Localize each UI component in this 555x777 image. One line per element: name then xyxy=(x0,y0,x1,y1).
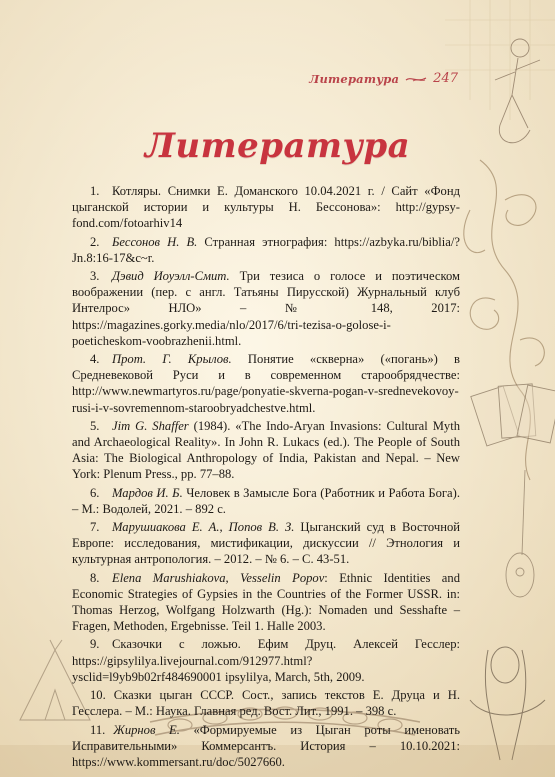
reference-text: Три тезиса о голосе и поэтическом воображении (пер. с англ. Татьяны Пирусской) Журнальный клуб Интелрос» НЛО» – № 148, 2017: https://magazines.gorky.media/nlo/2017/6/tri-tezisa-o-golose-i-poeticheskom-voobrazhenii.html. xyxy=(72,269,460,348)
reference-number: 2. xyxy=(90,234,100,249)
reference-author: Марушиакова Е. А., Попов В. З. xyxy=(112,520,295,535)
reference-item xyxy=(72,418,460,483)
reference-text: Сказочки с ложью. Ефим Друц. Алексей Гесслер: https://gipsylilya.livejournal.com/912977.html?ysclid=l9yb9b02rf484690001 ipsylilya, March, 5th, 2009. xyxy=(72,637,460,684)
reference-author: Jim G. Shaffer xyxy=(112,418,189,433)
reference-text: Человек в Замысле Бога (Работник и Работа Бога). – М.: Водолей, 2021. – 892 с. xyxy=(72,485,460,516)
portrait-drawing xyxy=(470,647,545,760)
reference-list xyxy=(72,183,460,772)
reference-number: 10. xyxy=(90,688,106,703)
reference-item xyxy=(72,687,460,719)
reference-number: 5. xyxy=(90,418,100,433)
reference-author: Прот. Г. Крылов. xyxy=(112,352,232,367)
reference-number: 7. xyxy=(90,520,100,535)
reference-text: Странная этнография: https://azbyka.ru/biblia/?Jn.8:16-17&c~r. xyxy=(72,234,460,265)
reference-number: 8. xyxy=(90,570,100,585)
reference-text: (1984). «The Indo-Aryan Invasions: Cultural Myth and Archaeological Reality». In John R. Lukacs (ed.). The People of South Asia: The Biological Anthropology of India, Pakistan and Nepal. – New York: Plenum Press., pp. 77–88. xyxy=(72,418,460,482)
reference-text: : Ethnic Identities and Economic Strategies of Gypsies in the Countries of the Former USSR. in: Thomas Herzog, Wolfgang Holzwarth (Hg.): Nomaden und Sesshafte – Fragen, Methoden, Ergebnisse. Teil 1. Halle 2003. xyxy=(72,570,460,634)
swash-ornament-icon xyxy=(405,74,427,84)
reference-author: Мардов И. Б. xyxy=(112,485,183,500)
reference-text: Котляры. Снимки Е. Доманского 10.04.2021 г. / Сайт «Фонд цыганской истории и культуры Н. Бессонова»: http://gypsy-fond.com/fotoarhiv14 xyxy=(72,184,460,231)
reference-item xyxy=(72,570,460,635)
reference-author: Бессонов Н. В. xyxy=(112,234,198,249)
reference-item xyxy=(72,183,460,232)
reference-text: Цыганский суд в Восточной Европе: исследования, мистификации, дискуссии // Этнология и культурная антропология. – 2012. – № 6. – С. 43-51. xyxy=(72,520,460,567)
reference-item xyxy=(72,351,460,416)
reference-number: 1. xyxy=(90,184,100,198)
reference-item xyxy=(72,234,460,266)
reference-number: 4. xyxy=(90,352,100,367)
reference-item xyxy=(72,268,460,349)
page-title: Литература xyxy=(144,126,411,166)
reference-text: Сказки цыган СССР. Сост., запись текстов Е. Друца и Н. Гесслера. – М.: Наука. Главная ред. Вост. Лит., 1991. – 398 с. xyxy=(72,688,460,719)
playing-cards-drawing xyxy=(471,384,555,446)
running-header xyxy=(309,71,458,86)
reference-item xyxy=(72,519,460,568)
reference-number: 11. xyxy=(90,722,106,737)
reference-text: Понятие «скверна» («погань») в Средневековой Руси и в современном старообрядчестве: http://www.newmartyros.ru/page/ponyatie-skverna-pogan-v-srednevekovoy-rusi-i-v-sovremennom-staroobryadchestve.html. xyxy=(72,352,460,415)
running-title: Литература xyxy=(309,71,400,86)
reference-item xyxy=(72,636,460,685)
reference-author: Elena Marushiakova, Vesselin Popov xyxy=(112,570,325,585)
reference-item xyxy=(72,485,460,517)
guitar-drawing xyxy=(506,470,534,597)
page-number: 247 xyxy=(433,71,458,86)
reference-number: 9. xyxy=(90,637,100,652)
reference-number: 6. xyxy=(90,485,100,500)
reference-item xyxy=(72,722,460,771)
reference-text: «Формируемые из Цыган роты именовать Исправительными» Коммерсантъ. История – 10.10.2021: https://www.kommersant.ru/doc/5027660. xyxy=(72,722,460,769)
reference-author: Жирнов Е. xyxy=(113,722,180,737)
reference-author: Дэвид Иоуэлл-Смит. xyxy=(112,269,230,284)
reference-number: 3. xyxy=(90,269,100,284)
